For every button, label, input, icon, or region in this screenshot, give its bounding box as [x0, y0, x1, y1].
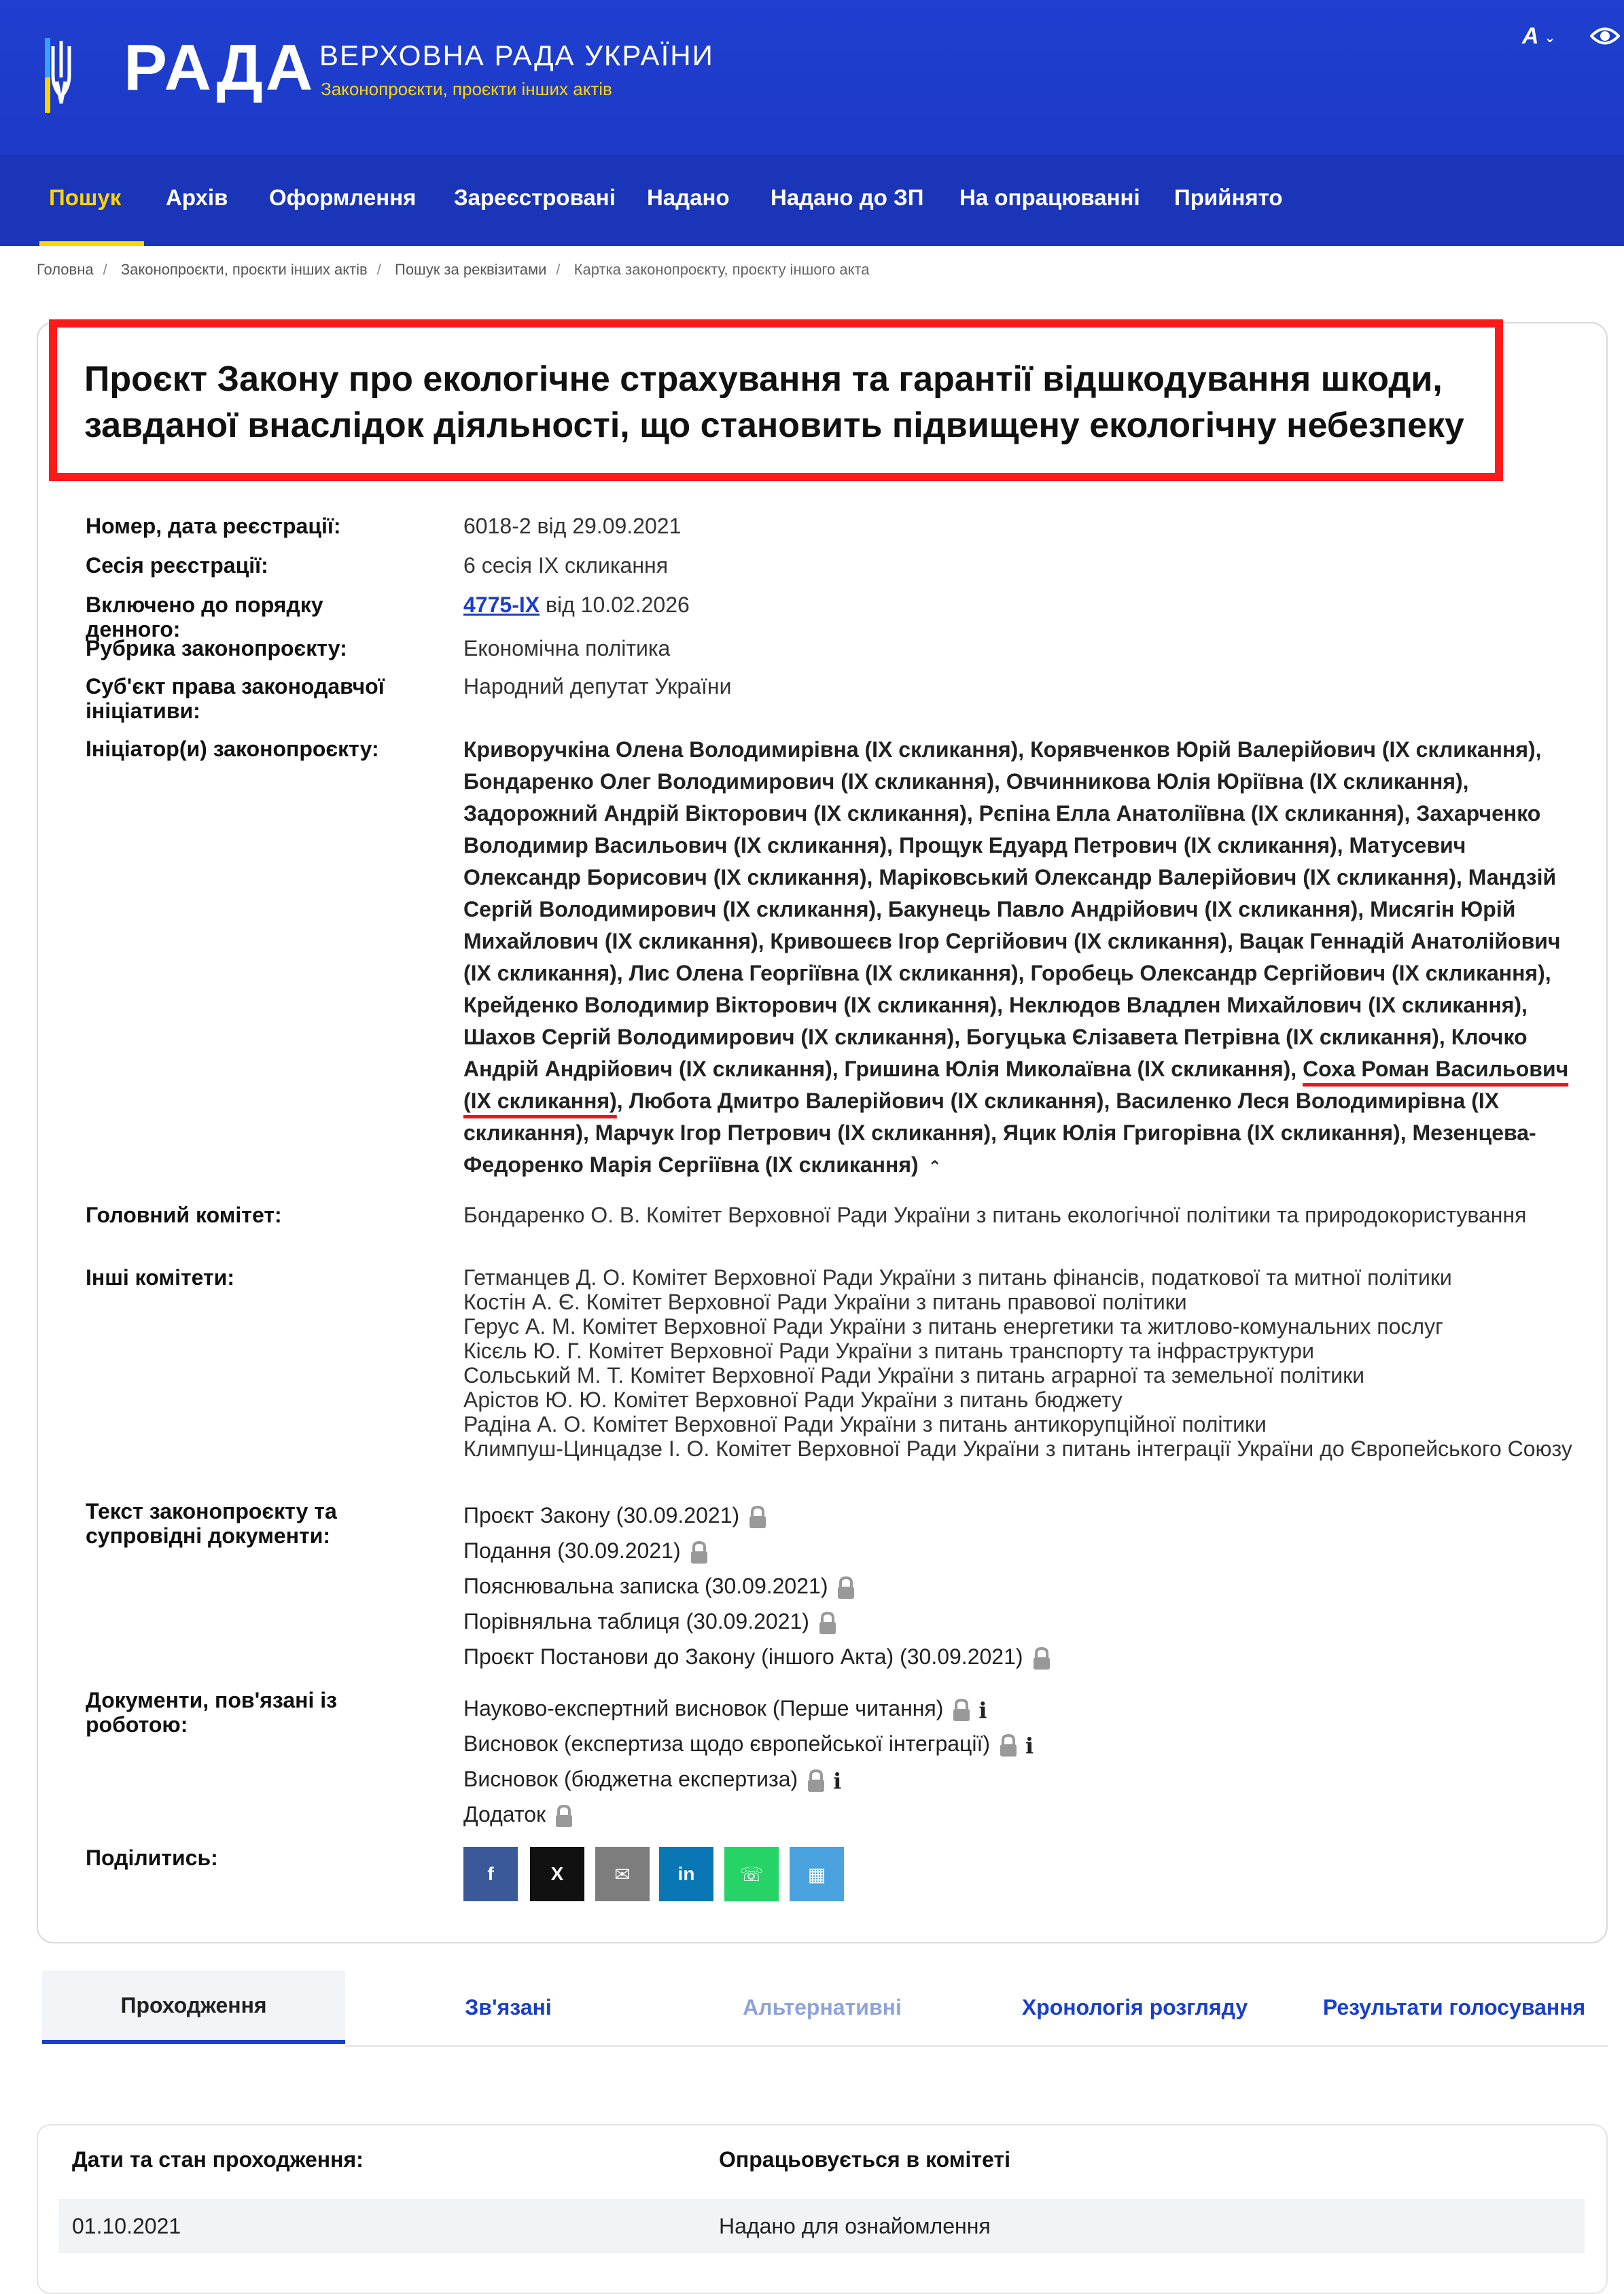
share-label: Поділитись:: [86, 1846, 218, 1870]
email-icon: ✉: [614, 1863, 631, 1885]
texts-label: Текст законопроєкту та супровідні документи:: [86, 1499, 337, 1548]
nav-item-in-progress[interactable]: На опрацюванні: [959, 185, 1140, 210]
related-doc-scientific[interactable]: Науково-експертний висновок (Перше читання) i: [463, 1696, 987, 1723]
lock-icon: [747, 1505, 768, 1530]
doc-link-bill[interactable]: Проєкт Закону (30.09.2021): [463, 1503, 768, 1530]
main-nav: [0, 155, 1624, 246]
reg-label: Номер, дата реєстрації:: [86, 514, 341, 538]
qr-icon: ▦: [807, 1863, 826, 1885]
reg-value: 6018-2 від 29.09.2021: [463, 514, 682, 538]
tab-chronology[interactable]: Хронологія розгляду: [1021, 1994, 1248, 2019]
nav-item-formatting[interactable]: Оформлення: [269, 185, 417, 210]
related-doc-appendix[interactable]: Додаток: [463, 1802, 574, 1829]
other-committees-label: Інші комітети:: [86, 1265, 234, 1290]
committee-item: Сольський М. Т. Комітет Верховної Ради України з питань аграрної та земельної політики: [463, 1363, 1365, 1388]
lock-icon: [554, 1804, 574, 1829]
committee-item: Арістов Ю. Ю. Комітет Верховної Ради України з питань бюджету: [463, 1388, 1123, 1412]
share-linkedin-button[interactable]: [659, 1847, 713, 1901]
doc-link-submission[interactable]: Подання (30.09.2021): [463, 1538, 709, 1565]
share-qr-button[interactable]: [790, 1847, 844, 1901]
rubric-label: Рубрика законопроєкту:: [86, 636, 347, 660]
lock-icon: [836, 1576, 856, 1600]
lock-icon: [817, 1611, 838, 1636]
lock-icon: [806, 1769, 826, 1793]
whatsapp-icon: ☏: [739, 1863, 764, 1885]
subject-label: Суб'єкт права законодавчої ініціативи:: [86, 674, 385, 723]
facebook-icon: f: [487, 1863, 494, 1884]
lock-icon: [951, 1698, 972, 1723]
session-value: 6 сесія IX скликання: [463, 553, 669, 578]
tab-voting-results[interactable]: Результати голосування: [1322, 1994, 1586, 2019]
highlighted-initiator: Соха Роман Васильович (IX скликання): [463, 1057, 1569, 1113]
site-title[interactable]: ВЕРХОВНА РАДА УКРАЇНИ: [319, 39, 714, 71]
share-x-button[interactable]: [530, 1847, 584, 1901]
x-icon: X: [550, 1863, 564, 1884]
nav-item-submitted-zp[interactable]: Надано до ЗП: [771, 185, 924, 210]
tabs-divider: [345, 2045, 1608, 2047]
page-title: Проєкт Закону про екологічне страхування та гарантії відшкодування шкоди, завданої внаслідок діяльності, що становить підвищену екологічну небезпеку: [84, 359, 1464, 445]
main-committee-value: Бондаренко О. В. Комітет Верховної Ради України з питань екологічної політики та природокористування: [463, 1203, 1527, 1227]
initiators-label: Ініціатор(и) законопроєкту:: [86, 737, 379, 761]
site-subtitle: Законопроєкти, проєкти інших актів: [321, 79, 612, 99]
committee-item: Климпуш-Цинцадзе І. О. Комітет Верховної Ради України з питань інтеграції України до Європейського Союзу: [463, 1436, 1572, 1461]
trident-logo-icon[interactable]: [45, 37, 77, 116]
related-doc-eu-integration[interactable]: Висновок (експертиза щодо європейської інтеграції) i: [463, 1731, 1034, 1759]
main-committee-label: Головний комітет:: [86, 1203, 282, 1227]
committee-item: Гетманцев Д. О. Комітет Верховної Ради України з питань фінансів, податкової та митної політики: [463, 1265, 1452, 1290]
progress-status-cell: Надано для ознайомлення: [719, 2214, 991, 2238]
committee-item: Костін А. Є. Комітет Верховної Ради України з питань правової політики: [463, 1290, 1187, 1314]
doc-link-explanatory-note[interactable]: Пояснювальна записка (30.09.2021): [463, 1574, 856, 1600]
chevron-down-icon: ⌄: [1544, 30, 1556, 46]
info-icon[interactable]: i: [1025, 1732, 1034, 1759]
share-facebook-button[interactable]: [463, 1847, 518, 1901]
breadcrumb-home[interactable]: Головна: [37, 261, 94, 278]
other-committees-list: [463, 1265, 1578, 1461]
nav-item-adopted[interactable]: Прийнято: [1174, 185, 1283, 210]
agenda-value: 4775-IX від 10.02.2026: [463, 593, 690, 617]
doc-link-resolution[interactable]: Проєкт Постанови до Закону (іншого Акта) (30.09.2021): [463, 1644, 1052, 1671]
lock-icon: [689, 1540, 709, 1565]
nav-item-submitted[interactable]: Надано: [647, 185, 730, 210]
related-doc-budget[interactable]: Висновок (бюджетна експертиза) i: [463, 1767, 842, 1794]
linkedin-icon: in: [677, 1863, 695, 1884]
lock-icon: [1031, 1646, 1052, 1671]
lock-icon: [998, 1733, 1019, 1758]
nav-item-registered[interactable]: Зареєстровані: [454, 185, 616, 210]
chevron-up-icon[interactable]: ⌃: [928, 1158, 942, 1176]
breadcrumb-search[interactable]: Пошук за реквізитами: [395, 261, 547, 278]
initiators-list: Криворучкіна Олена Володимирівна (IX скликання), Корявченков Юрій Валерійович (IX скликання), Бондаренко Олег Володимирович (IX скликання), Овчинникова Юлія Юріївна (IX скликання), Задорожний Андрій Вікторович (IX скликання), Рєпіна Елла Анатоліївна (IX скликання), Захарченко Володимир Васильович (IX скликання), Прощук Едуард Петрович (IX скликання), Матусевич Олександр Борисович (IX скликання), Маріковський Олександр Валерійович (IX скликання), Мандзій Сергій Володимирович (IX скликання), Бакунець Павло Андрійович (IX скликання), Мисягін Юрій Михайлович (IX скликання), Кривошеєв Ігор Сергійович (IX скликання), Вацак Геннадій Анатолійович (IX скликання), Лис Олена Георгіївна (IX скликання), Горобець Олександр Сергійович (IX скликання), Крейденко Володимир Вікторович (IX скликання), Неклюдов Владлен Михайлович (IX скликання), Шахов Сергій Володимирович (IX скликання), Богуцька Єлізавета Петрівна (IX скликання), Клочко Андрій Андрійович (IX скликання), Гришина Юлія Миколаївна (IX скликання), Соха Роман Васильович (IX скликання), Любота Дмитро Валерійович (IX скликання), Василенко Леся Володимирівна (IX скликання), Марчук Ігор Петрович (IX скликання), Яцик Юлія Григорівна (IX скликання), Мезенцева-Федоренко Марія Сергіївна (IX скликання) ⌃: [463, 737, 1569, 1177]
logo-wordmark[interactable]: РАДА: [124, 31, 316, 104]
related-docs-label: Документи, пов'язані із роботою:: [86, 1688, 338, 1737]
progress-col-dates-header: Дати та стан проходження:: [72, 2147, 364, 2172]
breadcrumb-current: Картка законопроєкту, проєкту іншого акта: [573, 261, 870, 278]
rubric-value: Економічна політика: [463, 636, 671, 660]
site-header: [0, 0, 1624, 155]
subject-value: Народний депутат України: [463, 674, 732, 699]
agenda-link[interactable]: 4775-IX: [463, 593, 540, 617]
session-label: Сесія реєстрації:: [86, 553, 268, 578]
committee-item: Герус А. М. Комітет Верховної Ради України з питань енергетики та житлово-комунальних послуг: [463, 1314, 1443, 1339]
nav-item-search[interactable]: Пошук: [49, 185, 122, 210]
doc-link-comparative-table[interactable]: Порівняльна таблиця (30.09.2021): [463, 1609, 838, 1636]
info-icon[interactable]: i: [833, 1767, 842, 1794]
eye-icon[interactable]: [1590, 26, 1620, 46]
tab-related[interactable]: Зв'язані: [465, 1994, 552, 2019]
share-whatsapp-button[interactable]: [724, 1847, 779, 1901]
share-email-button[interactable]: [595, 1847, 650, 1901]
agenda-label: Включено до порядку денного:: [86, 593, 323, 641]
breadcrumb-bills[interactable]: Законопроєкти, проєкти інших актів: [120, 261, 368, 278]
nav-item-archive[interactable]: Архів: [166, 185, 228, 210]
progress-date-cell: 01.10.2021: [72, 2214, 181, 2238]
committee-item: Радіна А. О. Комітет Верховної Ради України з питань антикорупційної політики: [463, 1412, 1267, 1436]
font-size-control[interactable]: A ⌄: [1522, 23, 1556, 49]
tab-progress[interactable]: Проходження: [42, 1971, 345, 2044]
committee-item: Кісєль Ю. Г. Комітет Верховної Ради України з питань транспорту та інфраструктури: [463, 1339, 1314, 1363]
nav-active-indicator: [39, 241, 144, 246]
progress-col-status-header: Опрацьовується в комітеті: [719, 2147, 1010, 2172]
info-icon[interactable]: i: [978, 1697, 987, 1723]
tab-alternative[interactable]: Альтернативні: [743, 1994, 902, 2019]
breadcrumb: Головна / Законопроєкти, проєкти інших актів / Пошук за реквізитами / Картка законопроєкту, проєкту іншого акта: [37, 261, 870, 278]
